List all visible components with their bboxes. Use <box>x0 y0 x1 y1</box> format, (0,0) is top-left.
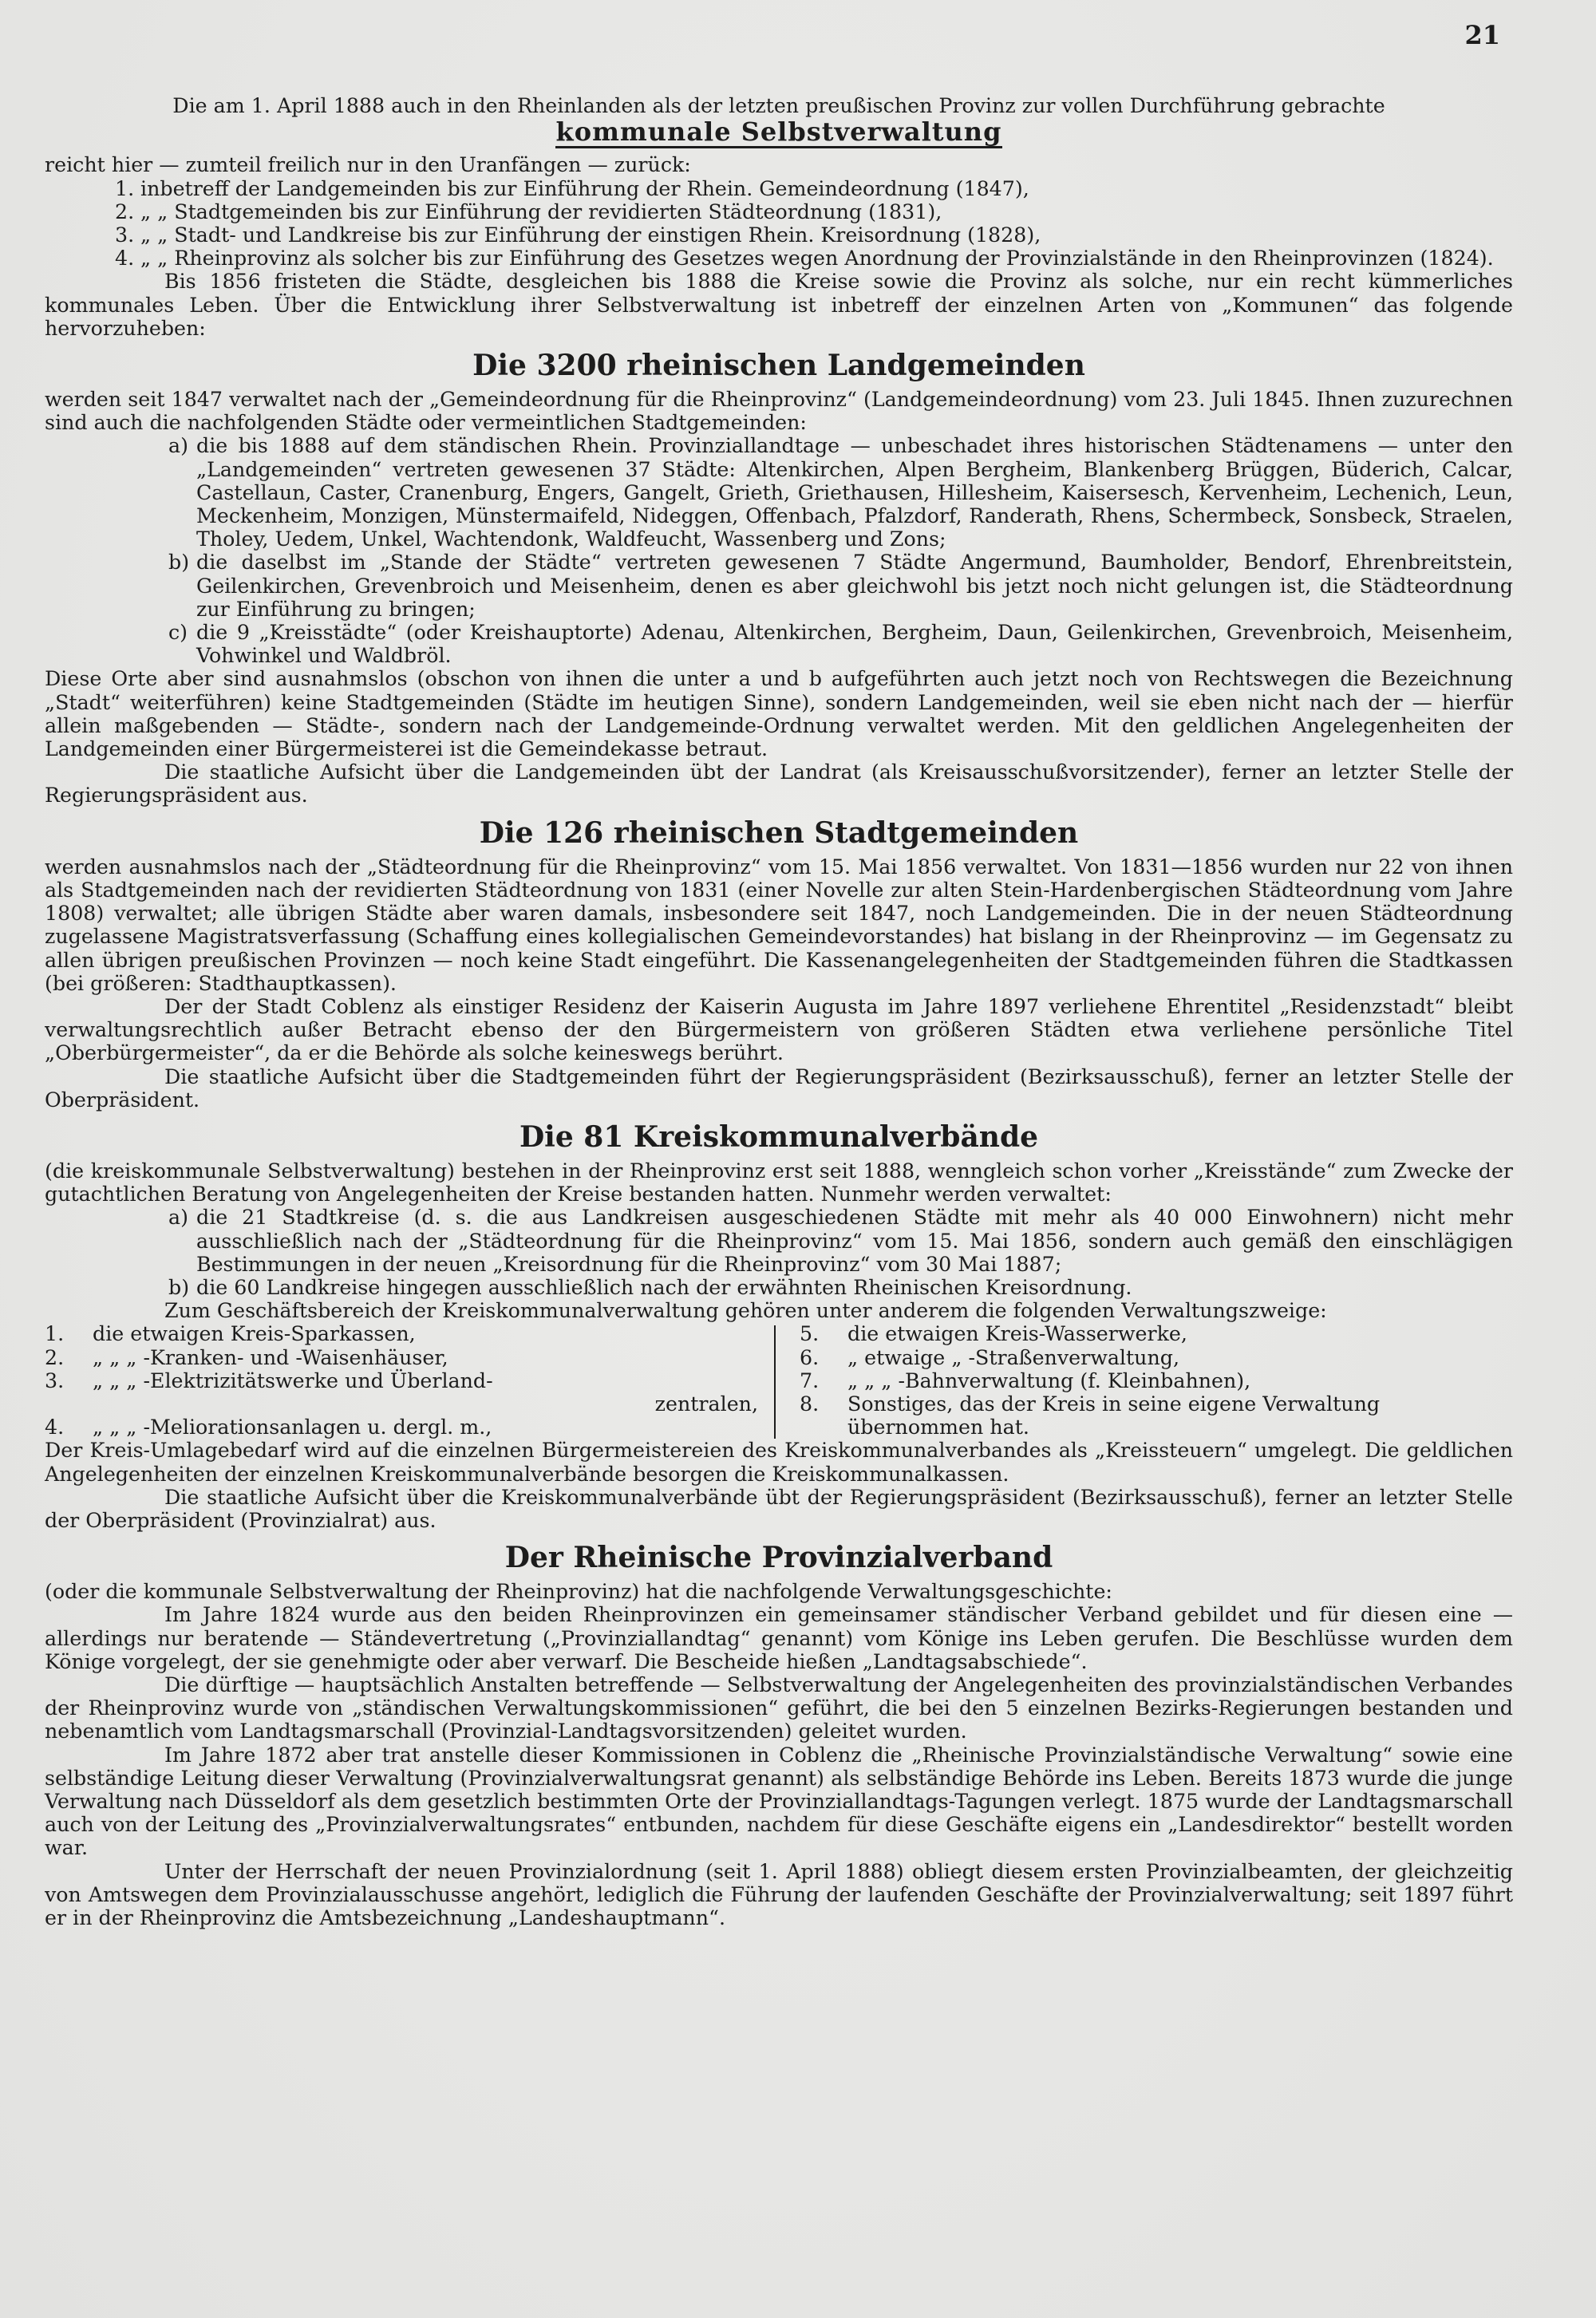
list-item: 1. inbetreff der Landgemeinden bis zur Einführung der Rhein. Gemeindeordnung (1847), <box>115 176 1029 200</box>
branches-right <box>776 1322 1513 1439</box>
intro-line-2: reicht hier — zumteil freilich nur in den Uranfängen — zurück: <box>45 153 691 177</box>
intro-list <box>45 177 1513 270</box>
list-item: b) die daselbst im „Stande der Städte“ vertreten gewesenen 7 Städte Angermund, Baumholder, Bendorf, Ehrenbreitstein, Geilenkirchen, Grevenbroich und Meisenheim, denen es aber gleichwohl bis jetzt noch nicht gelungen ist, die Städteordnung zur Einführung zu bringen; <box>168 551 1513 621</box>
paragraph: Im Jahre 1824 wurde aus den beiden Rheinprovinzen ein gemeinsamer ständischer Verband gebildet und für diesen eine — allerdings nur beratende — Ständevertretung („Provinziallandtag“ genannt) vom Könige ins Leben gerufen. Die Beschlüsse wurden dem Könige vorgelegt, der sie genehmigte oder aber verwarf. Die Bescheide hießen „Landtagsabschiede“. <box>45 1603 1513 1673</box>
section-heading-provinzialverband: Der Rheinische Provinzialverband <box>504 1541 1053 1575</box>
section-heading-landgemeinden: Die 3200 rheinischen Landgemeinden <box>472 349 1085 383</box>
paragraph: Zum Geschäftsbereich der Kreiskommunalverwaltung gehören unter anderem die folgenden Verwaltungszweige: <box>164 1299 1327 1323</box>
intro-paragraph: Bis 1856 fristeten die Städte, desgleichen bis 1888 die Kreise sowie die Provinz als solche, nur ein recht kümmerliches kommunales Leben. Über die Entwicklung ihrer Selbstverwaltung ist inbetreff der einzelnen Arten von „Kommunen“ das folgende hervorzuheben: <box>45 270 1513 340</box>
branches-columns <box>45 1322 1513 1439</box>
paragraph: Der Kreis-Umlagebedarf wird auf die einzelnen Bürgermeistereien des Kreiskommunalverbandes als „Kreissteuern“ umgelegt. Die geldlichen Angelegenheiten der einzelnen Kreiskommunalverbände besorgen die Kreiskommunalkassen. <box>45 1439 1513 1486</box>
paragraph: Unter der Herrschaft der neuen Provinzialordnung (seit 1. April 1888) obliegt diesem ersten Provinzialbeamten, der gleichzeitig von Amtswegen dem Provinzialausschusse angehört, lediglich die Führung der laufenden Geschäfte der Provinzialverwaltung; seit 1897 führt er in der Rheinprovinz die Amtsbezeichnung „Landeshauptmann“. <box>45 1859 1513 1930</box>
list-item: b) die 60 Landkreise hingegen ausschließlich nach der erwähnten Rheinischen Kreisordnung. <box>168 1275 1132 1299</box>
list-item: 3. „ „ Stadt- und Landkreise bis zur Einführung der einstigen Rhein. Kreisordnung (1828), <box>115 223 1041 247</box>
list-item: 2. „ „ „ -Kranken- und -Waisenhäuser, <box>45 1345 448 1369</box>
list-item: 5. die etwaigen Kreis-Wasserwerke, <box>800 1322 1187 1346</box>
list-item: 8. Sonstiges, das der Kreis in seine eigene Verwaltung <box>800 1392 1381 1416</box>
list-item-continued: übernommen hat. <box>847 1416 1029 1439</box>
paragraph: Diese Orte aber sind ausnahmslos (obschon von ihnen die unter a und b aufgeführten auch jetzt noch von Rechtswegen die Bezeichnung „Stadt“ weiterführen) keine Stadtgemeinden (Städte im heutigen Sinne), sondern Landgemeinden, weil sie eben nicht nach der — hierfür allein maßgebenden — Städte-, sondern nach der Landgemeinde-Ordnung verwaltet werden. Mit den geldlichen Angelegenheiten der Landgemeinden einer Bürgermeisterei ist die Gemeindekasse betraut. <box>45 667 1513 761</box>
list-item: 2. „ „ Stadtgemeinden bis zur Einführung der revidierten Städteordnung (1831), <box>115 199 942 223</box>
paragraph: (die kreiskommunale Selbstverwaltung) bestehen in der Rheinprovinz erst seit 1888, wenngleich schon vorher „Kreisstände“ zum Zwecke der gutachtlichen Beratung von Angelegenheiten der Kreise bestanden hatten. Nunmehr werden verwaltet: <box>45 1159 1513 1206</box>
list-item: 4. „ „ „ -Meliorationsanlagen u. dergl. m., <box>45 1416 492 1439</box>
list-item: 4. „ „ Rheinprovinz als solcher bis zur Einführung des Gesetzes wegen Anordnung der Provinzialstände in den Rheinprovinzen (1824). <box>115 247 1494 270</box>
section-heading-stadtgemeinden: Die 126 rheinischen Stadtgemeinden <box>479 815 1079 850</box>
list-item: 6. „ etwaige „ -Straßenverwaltung, <box>800 1345 1180 1369</box>
paragraph: Im Jahre 1872 aber trat anstelle dieser Kommissionen in Coblenz die „Rheinische Provinzialständische Verwaltung“ sowie eine selbständige Leitung dieser Verwaltung (Provinzialverwaltungsrat genannt) als selbständige Behörde ins Leben. Bereits 1873 wurde die junge Verwaltung nach Düsseldorf als dem gesetzlich bestimmten Orte der Provinziallandtags-Tagungen verlegt. 1875 wurde der Landtagsmarschall auch von der Leitung des „Provinzialverwaltungsrates“ entbunden, nachdem für diese Geschäfte eigens ein „Landesdirektor“ bestellt worden war. <box>45 1743 1513 1860</box>
main-heading: kommunale Selbstverwaltung <box>555 120 1002 148</box>
paragraph: werden ausnahmslos nach der „Städteordnung für die Rheinprovinz“ vom 15. Mai 1856 verwaltet. Von 1831—1856 wurden nur 22 von ihnen als Stadtgemeinden nach der revidierten Städteordnung von 1831 (einer Novelle zur alten Stein-Hardenbergischen Städteordnung vom Jahre 1808) verwaltet; alle übrigen Städte aber waren damals, insbesondere seit 1847, noch Landgemeinden. Die in der neuen Städteordnung zugelassene Magistratsverfassung (Schaffung eines kollegialischen Gemeindevorstandes) hat bislang in der Rheinprovinz — im Gegensatz zu allen übrigen preußischen Provinzen — noch keine Stadt eingeführt. Die Kassenangelegenheiten der Stadtgemeinden führen die Stadtkassen (bei größeren: Stadthauptkassen). <box>45 855 1513 995</box>
paragraph: Die dürftige — hauptsächlich Anstalten betreffende — Selbstverwaltung der Angelegenheiten des provinzialständischen Verbandes der Rheinprovinz wurde von „ständischen Verwaltungskommissionen“ geführt, die bei den 5 einzelnen Bezirks-Regierungen bestanden und nebenamtlich vom Landtagsmarschall (Provinzial-Landtagsvorsitzenden) geleitet wurden. <box>45 1672 1513 1743</box>
section-heading-kreiskommunalverbaende: Die 81 Kreiskommunalverbände <box>519 1120 1039 1154</box>
list-item: a) die 21 Stadtkreise (d. s. die aus Landkreisen ausgeschiedenen Städte mit mehr als 40 000 Einwohnern) nicht mehr ausschließlich nach der „Städteordnung für die Rheinprovinz“ vom 15. Mai 1856, sondern auch gemäß den einschlägigen Bestimmungen in der neuen „Kreisordnung für die Rheinprovinz“ vom 30 Mai 1887; <box>168 1206 1513 1276</box>
list-item: 3. „ „ „ -Elektrizitätswerke und Überland- <box>45 1368 493 1392</box>
intro-line: Die am 1. April 1888 auch in den Rheinlanden als der letzten preußischen Provinz zur vollen Durchführung gebrachte <box>172 94 1385 117</box>
list-item: 7. „ „ „ -Bahnverwaltung (f. Kleinbahnen), <box>800 1368 1251 1392</box>
paragraph: Der der Stadt Coblenz als einstiger Residenz der Kaiserin Augusta im Jahre 1897 verliehene Ehrentitel „Residenzstadt“ bleibt verwaltungsrechtlich außer Betracht ebenso der den Bürgermeistern von größeren Städten etwa verliehene persönliche Titel „Oberbürgermeister“, da er die Behörde als solche keineswegs berührt. <box>45 994 1513 1065</box>
page-number: 21 <box>1464 20 1500 50</box>
paragraph: Die staatliche Aufsicht über die Landgemeinden übt der Landrat (als Kreisausschußvorsitzender), ferner an letzter Stelle der Regierungspräsident aus. <box>45 760 1513 808</box>
list-item: 1. die etwaigen Kreis-Sparkassen, <box>45 1322 416 1346</box>
list-item-continued: zentralen, <box>654 1392 758 1416</box>
paragraph: Die staatliche Aufsicht über die Stadtgemeinden führt der Regierungspräsident (Bezirksausschuß), ferner an letzter Stelle der Oberpräsident. <box>45 1064 1513 1112</box>
list-item: a) die bis 1888 auf dem ständischen Rhein. Provinziallandtage — unbeschadet ihres historischen Städtenamens — unter den „Landgemeinden“ vertreten gewesenen 37 Städte: Altenkirchen, Alpen Bergheim, Blankenberg Brüggen, Büderich, Calcar, Castellaun, Caster, Cranenburg, Engers, Gangelt, Grieth, Griethausen, Hillesheim, Kaisersesch, Kervenheim, Lechenich, Leun, Meckenheim, Monzigen, Münstermaifeld, Nideggen, Offenbach, Pfalzdorf, Randerath, Rhens, Schermbeck, Sonsbeck, Straelen, Tholey, Uedem, Unkel, Wachtendonk, Waldfeucht, Wassenberg und Zons; <box>168 434 1513 551</box>
list-item: c) die 9 „Kreisstädte“ (oder Kreishauptorte) Adenau, Altenkirchen, Bergheim, Daun, Geilenkirchen, Grevenbroich, Meisenheim, Vohwinkel und Waldbröl. <box>168 621 1513 668</box>
branches-left <box>45 1322 774 1439</box>
paragraph: werden seit 1847 verwaltet nach der „Gemeindeordnung für die Rheinprovinz“ (Landgemeindeordnung) vom 23. Juli 1845. Ihnen zuzurechnen sind auch die nachfolgenden Städte oder vermeintlichen Stadtgemeinden: <box>45 388 1513 435</box>
paragraph: (oder die kommunale Selbstverwaltung der Rheinprovinz) hat die nachfolgende Verwaltungsgeschichte: <box>45 1580 1112 1604</box>
paragraph: Die staatliche Aufsicht über die Kreiskommunalverbände übt der Regierungspräsident (Bezirksausschuß), ferner an letzter Stelle der Oberpräsident (Provinzialrat) aus. <box>45 1485 1513 1532</box>
